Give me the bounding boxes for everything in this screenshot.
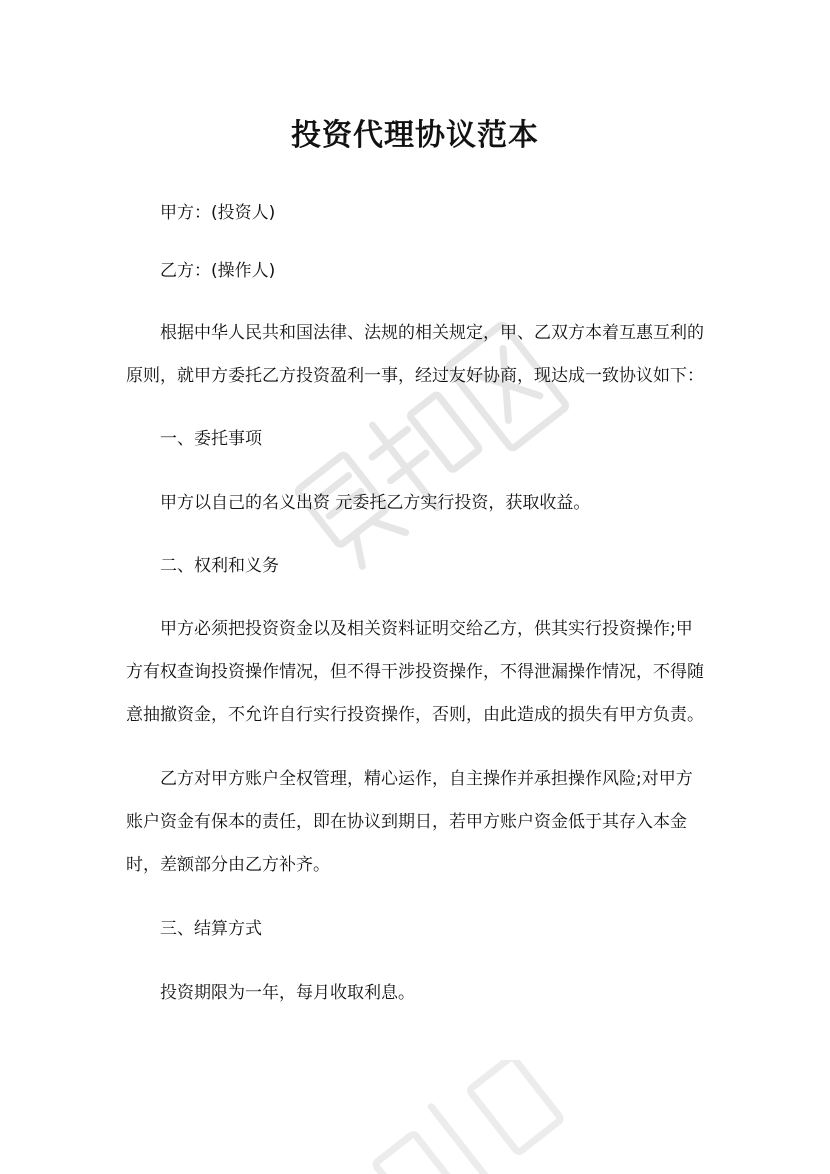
watermark-logo-bottom bbox=[340, 1060, 600, 1174]
section-3-body: 投资期限为一年，每月收取利息。 bbox=[160, 983, 415, 1003]
section-1-body: 甲方以自己的名义出资 元委托乙方实行投资，获取收益。 bbox=[160, 493, 591, 513]
document-title: 投资代理协议范本 bbox=[291, 118, 539, 153]
section-3-heading: 三、结算方式 bbox=[160, 919, 262, 939]
section-2-heading: 二、权利和义务 bbox=[160, 556, 279, 576]
party-b-line: 乙方：(操作人) bbox=[160, 261, 276, 281]
party-a-line: 甲方：(投资人) bbox=[160, 203, 276, 223]
section-2-body-2: 乙方对甲方账户全权管理，精心运作，自主操作并承担操作风险;对甲方账户资金有保本的责任，即在协议到期日，若甲方账户资金低于其存入本金时，差额部分由乙方补齐。 bbox=[126, 769, 693, 875]
section-2-body-1: 甲方必须把投资资金以及相关资料证明交给乙方，供其实行投资操作;甲方有权查询投资操作情况，但不得干涉投资操作，不得泄漏操作情况，不得随意抽撤资金，不允许自行实行投资操作，否则，由此造成的损失有甲方负责。 bbox=[126, 619, 704, 725]
preamble-paragraph: 根据中华人民共和国法律、法规的相关规定，甲、乙双方本着互惠互利的原则，就甲方委托乙方投资盈利一事，经过友好协商，现达成一致协议如下： bbox=[126, 323, 704, 386]
section-1-heading: 一、委托事项 bbox=[160, 429, 262, 449]
